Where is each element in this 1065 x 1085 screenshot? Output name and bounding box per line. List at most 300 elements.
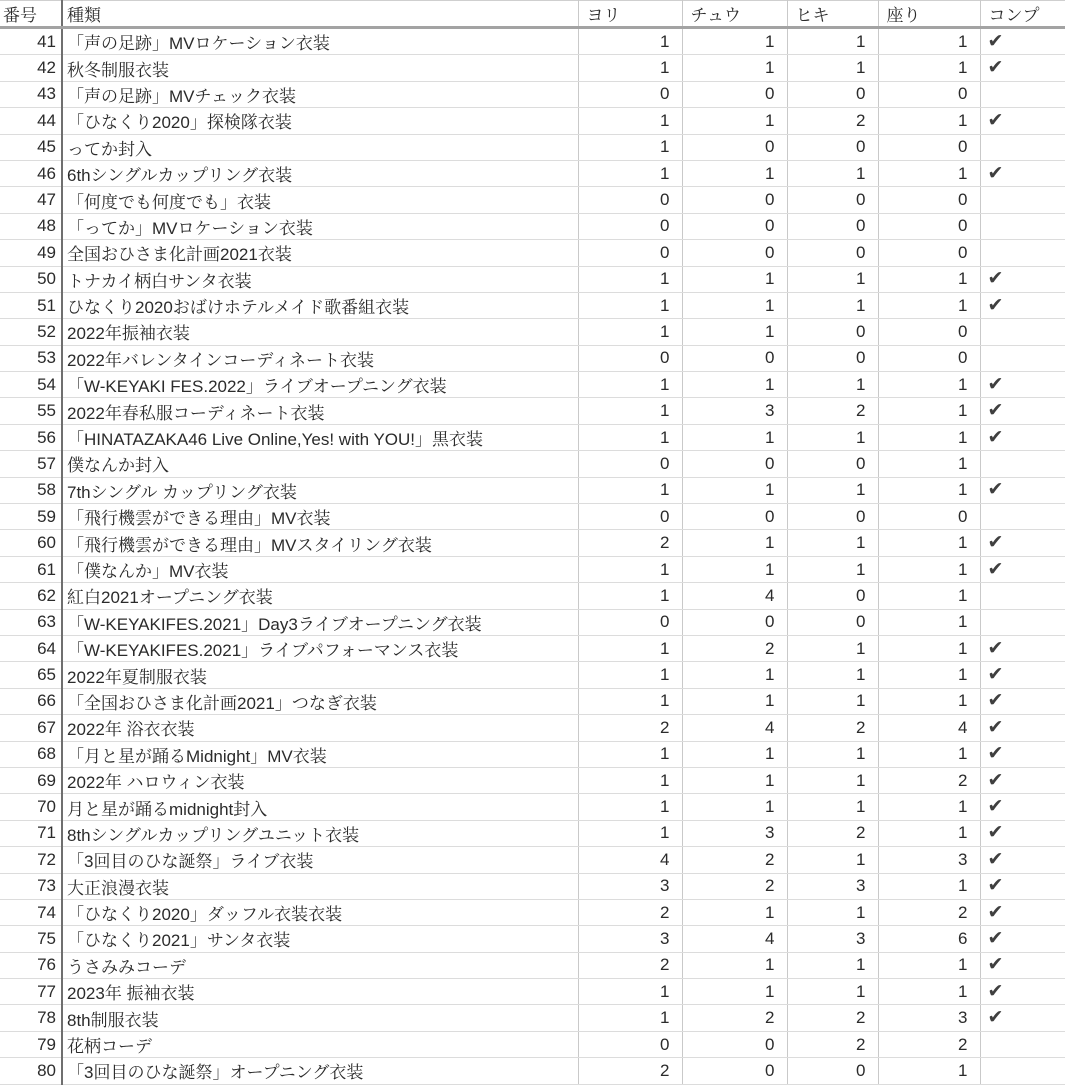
cell-suwari-count[interactable] xyxy=(878,398,980,424)
cell-chuu-count[interactable] xyxy=(682,451,787,477)
cell-hiki-count[interactable] xyxy=(787,688,878,714)
cell-number[interactable] xyxy=(0,1005,62,1031)
cell-complete[interactable] xyxy=(980,55,1065,81)
cell-number[interactable] xyxy=(0,108,62,134)
yori-count: 0 xyxy=(660,506,670,526)
cell-suwari-count[interactable] xyxy=(878,847,980,873)
cell-hiki-count[interactable] xyxy=(787,530,878,556)
cell-yori-count[interactable] xyxy=(578,108,682,134)
cell-suwari-count[interactable] xyxy=(878,1005,980,1031)
table-row xyxy=(0,81,1065,107)
cell-chuu-count[interactable] xyxy=(682,847,787,873)
cell-complete[interactable] xyxy=(980,187,1065,213)
cell-yori-count[interactable] xyxy=(578,847,682,873)
cell-type[interactable] xyxy=(62,556,578,582)
cell-yori-count[interactable] xyxy=(578,979,682,1005)
cell-type[interactable] xyxy=(62,398,578,424)
cell-chuu-count[interactable] xyxy=(682,345,787,371)
cell-hiki-count[interactable] xyxy=(787,741,878,767)
cell-number[interactable] xyxy=(0,715,62,741)
cell-complete[interactable] xyxy=(980,662,1065,688)
cell-chuu-count[interactable] xyxy=(682,715,787,741)
cell-yori-count[interactable] xyxy=(578,398,682,424)
costume-name: 「3回目のひな誕祭」ライブ衣装 xyxy=(67,852,314,872)
cell-number[interactable] xyxy=(0,28,62,55)
cell-yori-count[interactable] xyxy=(578,899,682,925)
cell-number[interactable] xyxy=(0,583,62,609)
cell-complete[interactable] xyxy=(980,715,1065,741)
cell-complete[interactable] xyxy=(980,847,1065,873)
cell-chuu-count[interactable] xyxy=(682,134,787,160)
cell-chuu-count[interactable] xyxy=(682,556,787,582)
cell-chuu-count[interactable] xyxy=(682,688,787,714)
cell-type[interactable] xyxy=(62,741,578,767)
cell-suwari-count[interactable] xyxy=(878,55,980,81)
cell-type[interactable] xyxy=(62,635,578,661)
cell-suwari-count[interactable] xyxy=(878,583,980,609)
cell-yori-count[interactable] xyxy=(578,424,682,450)
cell-type[interactable] xyxy=(62,451,578,477)
cell-suwari-count[interactable] xyxy=(878,1058,980,1084)
cell-suwari-count[interactable] xyxy=(878,477,980,503)
chuu-count: 1 xyxy=(765,665,775,685)
cell-complete[interactable] xyxy=(980,899,1065,925)
cell-suwari-count[interactable] xyxy=(878,240,980,266)
cell-suwari-count[interactable] xyxy=(878,81,980,107)
cell-yori-count[interactable] xyxy=(578,609,682,635)
cell-type[interactable] xyxy=(62,55,578,81)
cell-type[interactable] xyxy=(62,187,578,213)
cell-number[interactable] xyxy=(0,926,62,952)
cell-chuu-count[interactable] xyxy=(682,609,787,635)
table-row xyxy=(0,451,1065,477)
cell-yori-count[interactable] xyxy=(578,477,682,503)
cell-suwari-count[interactable] xyxy=(878,266,980,292)
cell-yori-count[interactable] xyxy=(578,556,682,582)
cell-yori-count[interactable] xyxy=(578,952,682,978)
cell-type[interactable] xyxy=(62,662,578,688)
cell-number[interactable] xyxy=(0,319,62,345)
cell-hiki-count[interactable] xyxy=(787,319,878,345)
cell-hiki-count[interactable] xyxy=(787,820,878,846)
cell-suwari-count[interactable] xyxy=(878,662,980,688)
cell-complete[interactable] xyxy=(980,635,1065,661)
cell-type[interactable] xyxy=(62,424,578,450)
cell-hiki-count[interactable] xyxy=(787,609,878,635)
cell-yori-count[interactable] xyxy=(578,160,682,186)
header-label-hiki: ヒキ xyxy=(795,6,830,25)
cell-number[interactable] xyxy=(0,424,62,450)
cell-chuu-count[interactable] xyxy=(682,820,787,846)
cell-hiki-count[interactable] xyxy=(787,451,878,477)
cell-chuu-count[interactable] xyxy=(682,979,787,1005)
cell-type[interactable] xyxy=(62,899,578,925)
table-row xyxy=(0,372,1065,398)
cell-suwari-count[interactable] xyxy=(878,345,980,371)
cell-suwari-count[interactable] xyxy=(878,899,980,925)
cell-chuu-count[interactable] xyxy=(682,926,787,952)
cell-suwari-count[interactable] xyxy=(878,609,980,635)
cell-suwari-count[interactable] xyxy=(878,820,980,846)
cell-suwari-count[interactable] xyxy=(878,160,980,186)
cell-complete[interactable] xyxy=(980,741,1065,767)
cell-type[interactable] xyxy=(62,952,578,978)
cell-yori-count[interactable] xyxy=(578,345,682,371)
cell-type[interactable] xyxy=(62,926,578,952)
cell-complete[interactable] xyxy=(980,1058,1065,1084)
cell-type[interactable] xyxy=(62,319,578,345)
cell-number[interactable] xyxy=(0,767,62,793)
cell-number[interactable] xyxy=(0,55,62,81)
cell-suwari-count[interactable] xyxy=(878,28,980,55)
cell-complete[interactable] xyxy=(980,292,1065,318)
cell-type[interactable] xyxy=(62,979,578,1005)
cell-suwari-count[interactable] xyxy=(878,767,980,793)
cell-yori-count[interactable] xyxy=(578,741,682,767)
cell-number[interactable] xyxy=(0,213,62,239)
cell-type[interactable] xyxy=(62,794,578,820)
cell-complete[interactable] xyxy=(980,504,1065,530)
cell-yori-count[interactable] xyxy=(578,1031,682,1057)
cell-hiki-count[interactable] xyxy=(787,873,878,899)
cell-number[interactable] xyxy=(0,820,62,846)
cell-complete[interactable] xyxy=(980,319,1065,345)
cell-chuu-count[interactable] xyxy=(682,28,787,55)
cell-yori-count[interactable] xyxy=(578,662,682,688)
cell-suwari-count[interactable] xyxy=(878,1031,980,1057)
cell-hiki-count[interactable] xyxy=(787,81,878,107)
cell-complete[interactable] xyxy=(980,266,1065,292)
cell-yori-count[interactable] xyxy=(578,134,682,160)
cell-complete[interactable] xyxy=(980,213,1065,239)
cell-number[interactable] xyxy=(0,556,62,582)
cell-number[interactable] xyxy=(0,345,62,371)
cell-chuu-count[interactable] xyxy=(682,635,787,661)
cell-hiki-count[interactable] xyxy=(787,794,878,820)
cell-yori-count[interactable] xyxy=(578,530,682,556)
cell-suwari-count[interactable] xyxy=(878,319,980,345)
cell-hiki-count[interactable] xyxy=(787,556,878,582)
cell-hiki-count[interactable] xyxy=(787,662,878,688)
cell-suwari-count[interactable] xyxy=(878,926,980,952)
cell-hiki-count[interactable] xyxy=(787,899,878,925)
cell-chuu-count[interactable] xyxy=(682,583,787,609)
cell-suwari-count[interactable] xyxy=(878,873,980,899)
cell-type[interactable] xyxy=(62,108,578,134)
cell-number[interactable] xyxy=(0,530,62,556)
cell-complete[interactable] xyxy=(980,952,1065,978)
cell-complete[interactable] xyxy=(980,28,1065,55)
cell-complete[interactable] xyxy=(980,609,1065,635)
cell-type[interactable] xyxy=(62,81,578,107)
cell-chuu-count[interactable] xyxy=(682,741,787,767)
cell-type[interactable] xyxy=(62,530,578,556)
cell-number[interactable] xyxy=(0,240,62,266)
cell-complete[interactable] xyxy=(980,345,1065,371)
cell-complete[interactable] xyxy=(980,372,1065,398)
cell-complete[interactable] xyxy=(980,108,1065,134)
cell-hiki-count[interactable] xyxy=(787,1031,878,1057)
cell-type[interactable] xyxy=(62,609,578,635)
cell-number[interactable] xyxy=(0,292,62,318)
cell-chuu-count[interactable] xyxy=(682,240,787,266)
table-row xyxy=(0,741,1065,767)
cell-hiki-count[interactable] xyxy=(787,187,878,213)
cell-hiki-count[interactable] xyxy=(787,266,878,292)
cell-hiki-count[interactable] xyxy=(787,160,878,186)
header-cell-number[interactable] xyxy=(0,1,62,28)
cell-complete[interactable] xyxy=(980,240,1065,266)
cell-suwari-count[interactable] xyxy=(878,424,980,450)
cell-suwari-count[interactable] xyxy=(878,715,980,741)
cell-suwari-count[interactable] xyxy=(878,741,980,767)
cell-complete[interactable] xyxy=(980,979,1065,1005)
cell-hiki-count[interactable] xyxy=(787,134,878,160)
cell-chuu-count[interactable] xyxy=(682,55,787,81)
cell-number[interactable] xyxy=(0,794,62,820)
cell-complete[interactable] xyxy=(980,1005,1065,1031)
cell-chuu-count[interactable] xyxy=(682,81,787,107)
cell-yori-count[interactable] xyxy=(578,213,682,239)
cell-complete[interactable] xyxy=(980,820,1065,846)
cell-suwari-count[interactable] xyxy=(878,952,980,978)
cell-hiki-count[interactable] xyxy=(787,926,878,952)
cell-yori-count[interactable] xyxy=(578,240,682,266)
cell-number[interactable] xyxy=(0,899,62,925)
cell-chuu-count[interactable] xyxy=(682,372,787,398)
cell-yori-count[interactable] xyxy=(578,55,682,81)
cell-number[interactable] xyxy=(0,266,62,292)
cell-type[interactable] xyxy=(62,372,578,398)
cell-number[interactable] xyxy=(0,741,62,767)
cell-complete[interactable] xyxy=(980,767,1065,793)
cell-yori-count[interactable] xyxy=(578,635,682,661)
cell-yori-count[interactable] xyxy=(578,794,682,820)
cell-complete[interactable] xyxy=(980,794,1065,820)
cell-hiki-count[interactable] xyxy=(787,635,878,661)
cell-chuu-count[interactable] xyxy=(682,187,787,213)
cell-complete[interactable] xyxy=(980,398,1065,424)
cell-number[interactable] xyxy=(0,187,62,213)
cell-yori-count[interactable] xyxy=(578,688,682,714)
cell-complete[interactable] xyxy=(980,583,1065,609)
cell-yori-count[interactable] xyxy=(578,372,682,398)
cell-number[interactable] xyxy=(0,160,62,186)
cell-number[interactable] xyxy=(0,372,62,398)
cell-complete[interactable] xyxy=(980,688,1065,714)
cell-type[interactable] xyxy=(62,688,578,714)
cell-yori-count[interactable] xyxy=(578,715,682,741)
cell-yori-count[interactable] xyxy=(578,583,682,609)
cell-hiki-count[interactable] xyxy=(787,952,878,978)
cell-number[interactable] xyxy=(0,635,62,661)
cell-hiki-count[interactable] xyxy=(787,108,878,134)
cell-yori-count[interactable] xyxy=(578,28,682,55)
cell-suwari-count[interactable] xyxy=(878,979,980,1005)
cell-number[interactable] xyxy=(0,609,62,635)
cell-hiki-count[interactable] xyxy=(787,847,878,873)
cell-chuu-count[interactable] xyxy=(682,424,787,450)
cell-number[interactable] xyxy=(0,451,62,477)
cell-number[interactable] xyxy=(0,873,62,899)
cell-type[interactable] xyxy=(62,820,578,846)
cell-number[interactable] xyxy=(0,477,62,503)
cell-chuu-count[interactable] xyxy=(682,266,787,292)
cell-yori-count[interactable] xyxy=(578,319,682,345)
cell-number[interactable] xyxy=(0,662,62,688)
cell-type[interactable] xyxy=(62,28,578,55)
cell-chuu-count[interactable] xyxy=(682,213,787,239)
cell-type[interactable] xyxy=(62,477,578,503)
cell-hiki-count[interactable] xyxy=(787,1005,878,1031)
cell-number[interactable] xyxy=(0,688,62,714)
cell-type[interactable] xyxy=(62,1031,578,1057)
cell-complete[interactable] xyxy=(980,873,1065,899)
cell-hiki-count[interactable] xyxy=(787,292,878,318)
cell-suwari-count[interactable] xyxy=(878,134,980,160)
cell-chuu-count[interactable] xyxy=(682,662,787,688)
cell-suwari-count[interactable] xyxy=(878,213,980,239)
cell-suwari-count[interactable] xyxy=(878,187,980,213)
cell-chuu-count[interactable] xyxy=(682,899,787,925)
cell-complete[interactable] xyxy=(980,530,1065,556)
cell-yori-count[interactable] xyxy=(578,266,682,292)
cell-yori-count[interactable] xyxy=(578,187,682,213)
cell-type[interactable] xyxy=(62,160,578,186)
cell-chuu-count[interactable] xyxy=(682,873,787,899)
cell-type[interactable] xyxy=(62,213,578,239)
cell-suwari-count[interactable] xyxy=(878,635,980,661)
cell-yori-count[interactable] xyxy=(578,1058,682,1084)
cell-yori-count[interactable] xyxy=(578,767,682,793)
cell-type[interactable] xyxy=(62,240,578,266)
cell-yori-count[interactable] xyxy=(578,873,682,899)
check-icon: ✔ xyxy=(987,927,1004,949)
cell-hiki-count[interactable] xyxy=(787,715,878,741)
cell-chuu-count[interactable] xyxy=(682,1058,787,1084)
header-cell-comp[interactable] xyxy=(980,1,1065,28)
cell-number[interactable] xyxy=(0,398,62,424)
cell-suwari-count[interactable] xyxy=(878,372,980,398)
cell-chuu-count[interactable] xyxy=(682,319,787,345)
cell-yori-count[interactable] xyxy=(578,451,682,477)
cell-yori-count[interactable] xyxy=(578,820,682,846)
cell-type[interactable] xyxy=(62,873,578,899)
cell-suwari-count[interactable] xyxy=(878,556,980,582)
cell-chuu-count[interactable] xyxy=(682,767,787,793)
cell-type[interactable] xyxy=(62,345,578,371)
cell-chuu-count[interactable] xyxy=(682,477,787,503)
cell-hiki-count[interactable] xyxy=(787,55,878,81)
cell-hiki-count[interactable] xyxy=(787,1058,878,1084)
cell-suwari-count[interactable] xyxy=(878,794,980,820)
cell-hiki-count[interactable] xyxy=(787,345,878,371)
row-number: 48 xyxy=(37,216,56,236)
cell-hiki-count[interactable] xyxy=(787,477,878,503)
cell-type[interactable] xyxy=(62,292,578,318)
cell-number[interactable] xyxy=(0,952,62,978)
cell-type[interactable] xyxy=(62,1005,578,1031)
cell-complete[interactable] xyxy=(980,81,1065,107)
cell-chuu-count[interactable] xyxy=(682,1031,787,1057)
cell-chuu-count[interactable] xyxy=(682,398,787,424)
cell-type[interactable] xyxy=(62,767,578,793)
cell-complete[interactable] xyxy=(980,160,1065,186)
cell-type[interactable] xyxy=(62,715,578,741)
cell-number[interactable] xyxy=(0,81,62,107)
cell-hiki-count[interactable] xyxy=(787,583,878,609)
cell-hiki-count[interactable] xyxy=(787,979,878,1005)
cell-type[interactable] xyxy=(62,847,578,873)
cell-suwari-count[interactable] xyxy=(878,504,980,530)
cell-hiki-count[interactable] xyxy=(787,213,878,239)
cell-chuu-count[interactable] xyxy=(682,1005,787,1031)
cell-type[interactable] xyxy=(62,583,578,609)
cell-chuu-count[interactable] xyxy=(682,160,787,186)
cell-yori-count[interactable] xyxy=(578,504,682,530)
cell-hiki-count[interactable] xyxy=(787,767,878,793)
cell-hiki-count[interactable] xyxy=(787,424,878,450)
header-cell-chuu[interactable] xyxy=(682,1,787,28)
cell-type[interactable] xyxy=(62,504,578,530)
cell-number[interactable] xyxy=(0,847,62,873)
cell-suwari-count[interactable] xyxy=(878,451,980,477)
cell-suwari-count[interactable] xyxy=(878,108,980,134)
cell-chuu-count[interactable] xyxy=(682,530,787,556)
cell-hiki-count[interactable] xyxy=(787,28,878,55)
cell-yori-count[interactable] xyxy=(578,81,682,107)
table-row xyxy=(0,635,1065,661)
cell-yori-count[interactable] xyxy=(578,292,682,318)
yori-count: 1 xyxy=(660,295,670,315)
cell-hiki-count[interactable] xyxy=(787,398,878,424)
cell-number[interactable] xyxy=(0,1058,62,1084)
cell-chuu-count[interactable] xyxy=(682,292,787,318)
cell-complete[interactable] xyxy=(980,926,1065,952)
cell-complete[interactable] xyxy=(980,424,1065,450)
cell-suwari-count[interactable] xyxy=(878,530,980,556)
cell-type[interactable] xyxy=(62,134,578,160)
header-cell-type[interactable] xyxy=(62,1,578,28)
cell-chuu-count[interactable] xyxy=(682,952,787,978)
cell-number[interactable] xyxy=(0,1031,62,1057)
cell-chuu-count[interactable] xyxy=(682,108,787,134)
cell-number[interactable] xyxy=(0,504,62,530)
cell-number[interactable] xyxy=(0,134,62,160)
cell-complete[interactable] xyxy=(980,1031,1065,1057)
cell-type[interactable] xyxy=(62,1058,578,1084)
header-cell-suwari[interactable] xyxy=(878,1,980,28)
header-cell-hiki[interactable] xyxy=(787,1,878,28)
yori-count: 2 xyxy=(660,1060,670,1080)
cell-yori-count[interactable] xyxy=(578,926,682,952)
header-cell-yori[interactable] xyxy=(578,1,682,28)
cell-chuu-count[interactable] xyxy=(682,794,787,820)
cell-hiki-count[interactable] xyxy=(787,372,878,398)
cell-complete[interactable] xyxy=(980,451,1065,477)
cell-complete[interactable] xyxy=(980,134,1065,160)
cell-chuu-count[interactable] xyxy=(682,504,787,530)
cell-suwari-count[interactable] xyxy=(878,292,980,318)
cell-hiki-count[interactable] xyxy=(787,504,878,530)
cell-complete[interactable] xyxy=(980,556,1065,582)
cell-hiki-count[interactable] xyxy=(787,240,878,266)
cell-type[interactable] xyxy=(62,266,578,292)
cell-complete[interactable] xyxy=(980,477,1065,503)
cell-yori-count[interactable] xyxy=(578,1005,682,1031)
cell-number[interactable] xyxy=(0,979,62,1005)
cell-suwari-count[interactable] xyxy=(878,688,980,714)
